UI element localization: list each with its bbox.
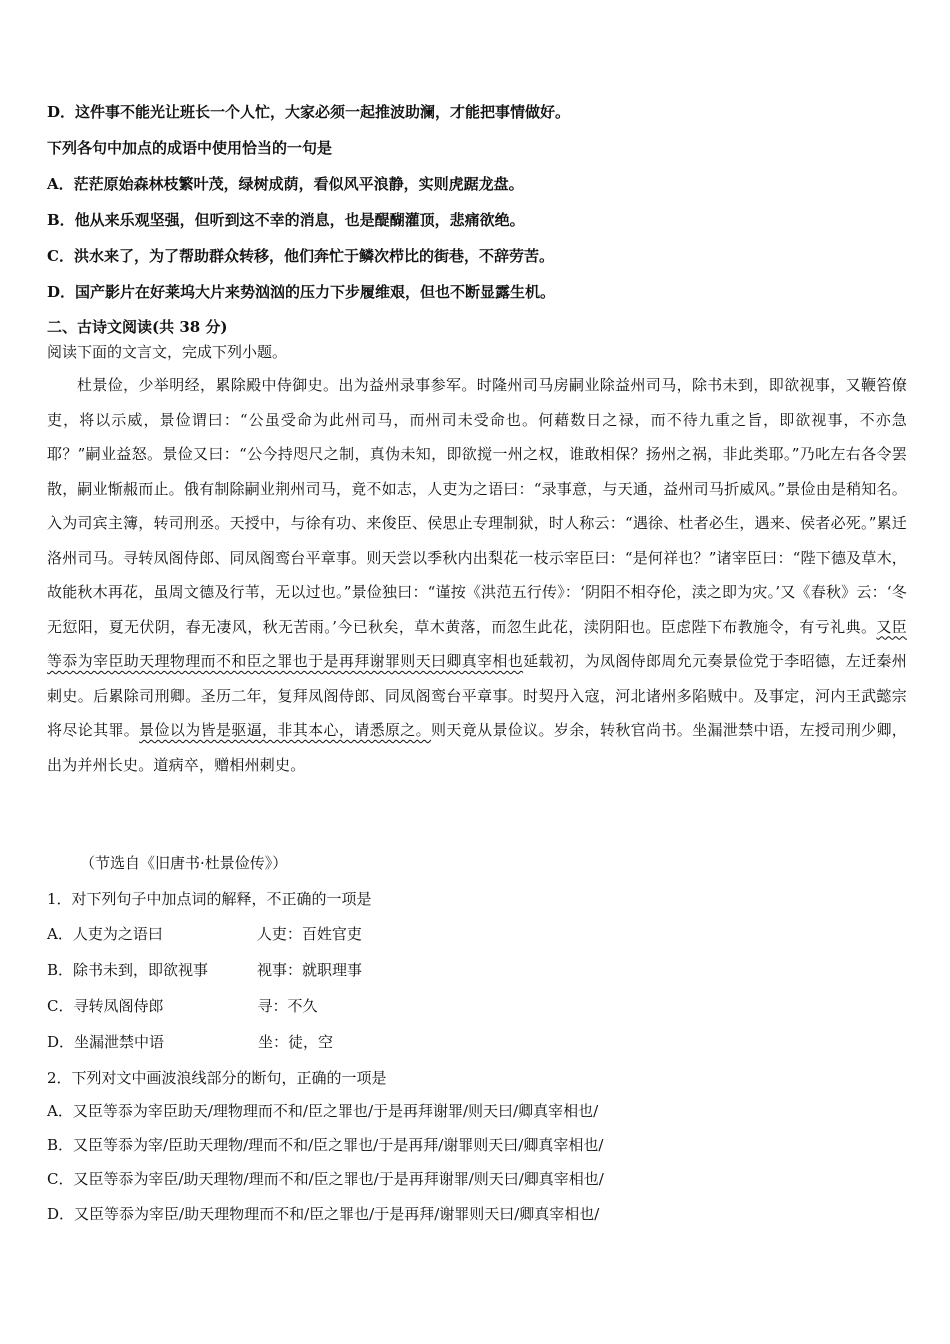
q2-option-d: D．又臣等忝为宰臣/助天理物理而不和/臣之罪也/于是再拜/谢罪则天曰/卿真宰相也/ bbox=[47, 1205, 600, 1223]
passage-wavy-1: 又臣等忝为宰臣助天理物理而不和臣之罪也于是再拜谢罪则天曰卿真宰相也 bbox=[47, 617, 907, 670]
passage-part-a: 杜景俭，少举明经，累除殿中侍御史。出为益州录事参军。时隆州司马房嗣业除益州司马，除书未到，即欲视事，又鞭笞僚吏，将以示威，景俭谓曰：“公虽受命为此州司马，而州司未受命也。何藉数日之禄，而不待九重之旨，即欲视事，不亦急耶？”嗣业益怒。景俭又曰：“公今持咫尺之制，真伪未知，即欲搅一州之权，谁敢相保？扬州之祸，非此类耶。”乃叱左右各令罢散，嗣业惭赧而止。俄有制除嗣业荆州司马，竟不如志，人吏为之语曰：“录事意，与天通，益州司马折威风。”景俭由是稍知名。入为司宾主簿，转司刑丞。天授中，与徐有功、来俊臣、侯思止专理制狱，时人称云：“遇徐、杜者必生，遇来、侯者必死。”累迁洛州司马。寻转凤阁侍郎、同凤阁鸾台平章事。则天尝以季秋内出梨花一枝示宰臣曰：“是何祥也？”诸宰臣曰：“陛下德及草木，故能秋木再花，虽周文德及行苇，无以过也。”景俭独曰：“谨按《洪范五行传》：‘阴阳不相夺伦，渎之即为灾。’又《春秋》云：‘冬无愆阳，夏无伏阴，春无凄风，秋无苦雨。’今已秋矣，草木黄落，而忽生此花，渎阴阳也。臣虑陛下布教施令，有亏礼典。 bbox=[47, 376, 907, 636]
section-title: 二、古诗文阅读(共 38 分) bbox=[47, 318, 228, 336]
q2-option-b: B．又臣等忝为宰/臣助天理物/理而不和/臣之罪也/于是再拜/谢罪则天曰/卿真宰相也/ bbox=[47, 1136, 604, 1154]
passage-part-b: 延载初，为凤阁侍郎周允元奏景俭党于李昭德，左迁秦州刺史。后累除司刑卿。圣历二年，复拜凤阁侍郎、同凤阁鸾台平章事。时契丹入寇，河北诸州多陷贼中。及事定，河内王武懿宗将尽论其罪。 bbox=[47, 652, 907, 739]
q1-option-a: A．人吏为之语曰 人吏：百姓官吏 bbox=[47, 925, 362, 943]
q2-stem: 2．下列对文中画波浪线部分的断句，正确的一项是 bbox=[47, 1069, 387, 1087]
prev-option-d: D．这件事不能光让班长一个人忙，大家必须一起推波助澜，才能把事情做好。 bbox=[47, 103, 571, 121]
q1-option-d: D．坐漏泄禁中语 坐：徒，空 bbox=[47, 1033, 334, 1051]
q1-option-b: B．除书未到，即欲视事 视事：就职理事 bbox=[47, 961, 363, 979]
question-idioms: 下列各句中加点的成语中使用恰当的一句是 bbox=[47, 139, 333, 157]
q1-stem: 1．对下列句子中加点词的解释，不正确的一项是 bbox=[47, 890, 372, 908]
idiom-option-d: D．国产影片在好莱坞大片来势汹汹的压力下步履维艰，但也不断显露生机。 bbox=[47, 283, 556, 301]
idiom-option-c: C．洪水来了，为了帮助群众转移，他们奔忙于鳞次栉比的街巷，不辞劳苦。 bbox=[47, 247, 554, 265]
passage-part-c: 则天竟从景俭议。岁余，转秋官尚书。坐漏泄禁中语，左授司刑少卿，出为并州长史。道病卒，赠相州刺史。 bbox=[47, 721, 908, 774]
idiom-option-b: B．他从来乐观坚强，但听到这不幸的消息，也是醍醐灌顶，悲痛欲绝。 bbox=[47, 211, 525, 229]
classical-passage bbox=[47, 368, 907, 782]
idiom-option-a: A．茫茫原始森林枝繁叶茂，绿树成荫，看似风平浪静，实则虎踞龙盘。 bbox=[47, 175, 524, 193]
passage-wavy-2: 景俭以为皆是驱逼，非其本心，请悉原之。 bbox=[139, 721, 432, 739]
q2-option-c: C．又臣等忝为宰臣/助天理物/理而不和/臣之罪也/于是再拜谢罪/则天曰/卿真宰相也/ bbox=[47, 1170, 604, 1188]
q2-option-a: A．又臣等忝为宰臣助天/理物理而不和/臣之罪也/于是再拜谢罪/则天曰/卿真宰相也/ bbox=[47, 1102, 599, 1120]
passage-source: （节选自《旧唐书·杜景俭传》） bbox=[80, 854, 288, 872]
section-instruction: 阅读下面的文言文，完成下列小题。 bbox=[47, 343, 288, 361]
q1-option-c: C．寻转凤阁侍郎 寻：不久 bbox=[47, 997, 318, 1015]
